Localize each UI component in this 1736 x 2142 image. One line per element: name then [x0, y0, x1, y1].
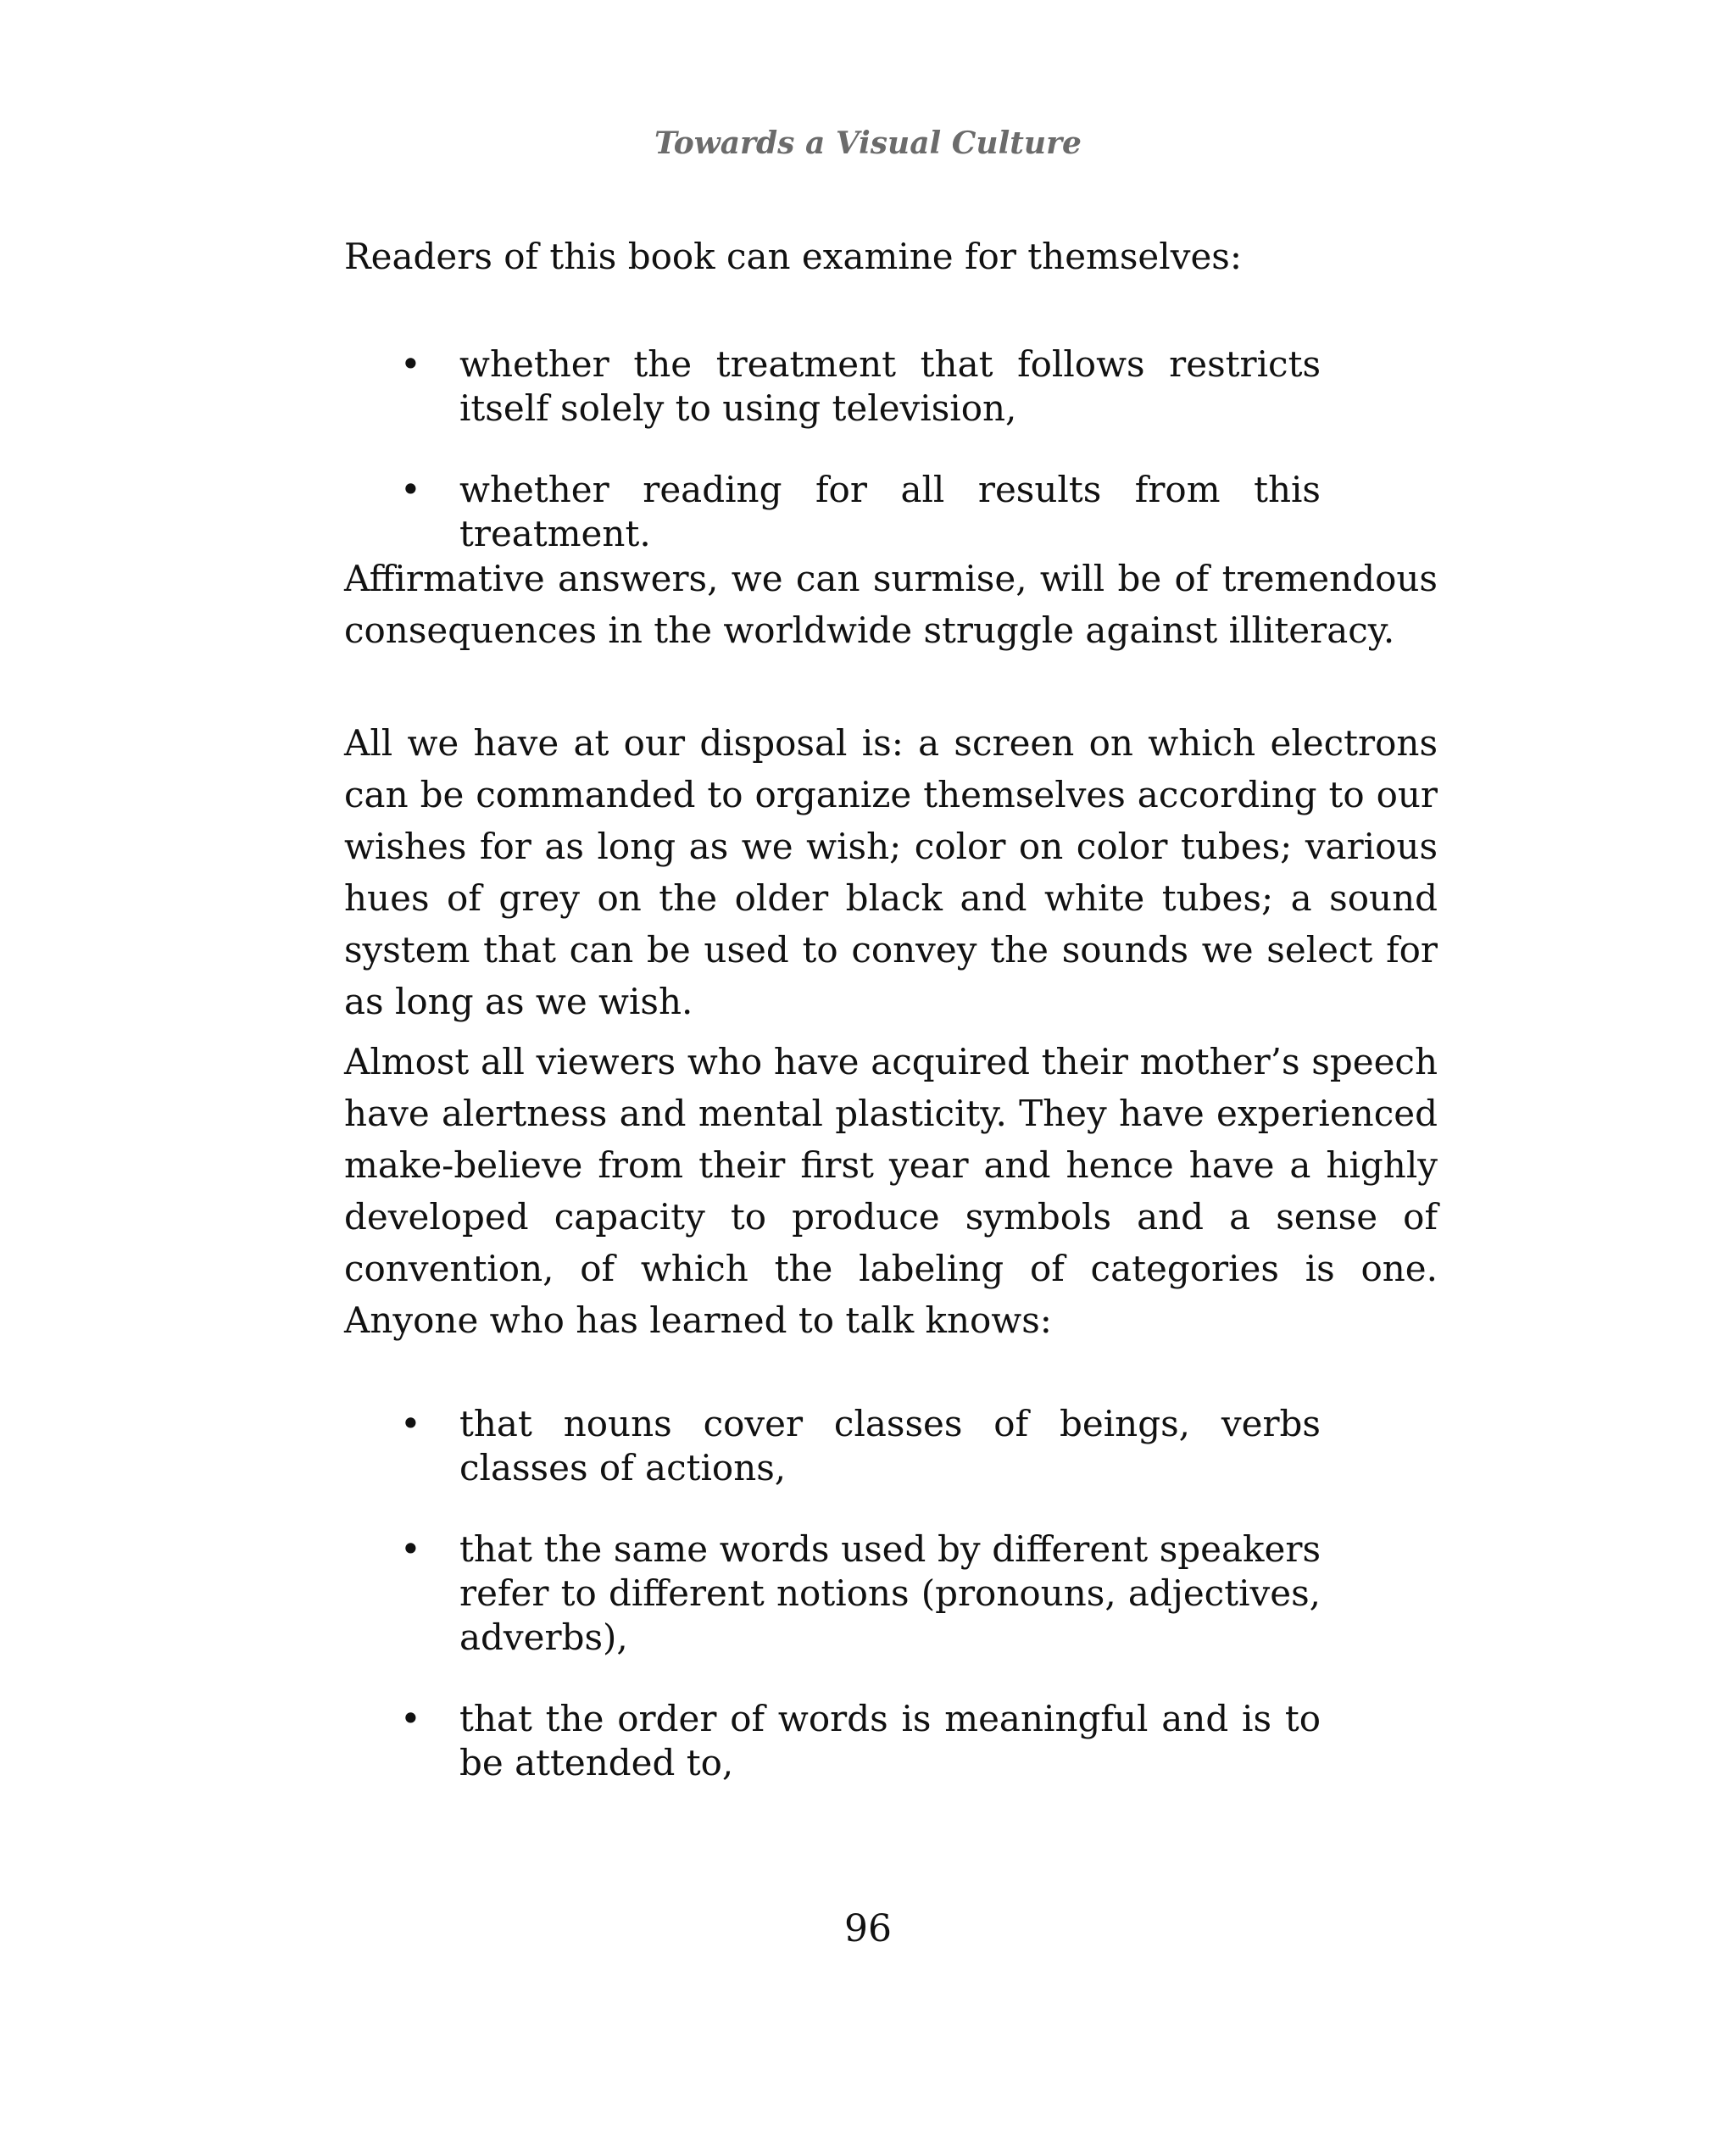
bullet-marker: •	[400, 1528, 421, 1570]
bullet-marker: •	[400, 1403, 421, 1444]
list-item: whether the treatment that follows restricts itself solely to using television,	[459, 343, 1321, 429]
intro-paragraph: Readers of this book can examine for themselves:	[344, 236, 1243, 277]
list-item: that the same words used by different speakers refer to different notions (pronouns, adjectives, adverbs),	[459, 1528, 1321, 1658]
list-item: that the order of words is meaningful and is to be attended to,	[459, 1698, 1321, 1783]
bullet-marker: •	[400, 469, 421, 510]
bullet-marker: •	[400, 343, 421, 385]
page-number: 96	[844, 1907, 892, 1950]
list-item: whether reading for all results from this treatment.	[459, 469, 1321, 554]
list-item: that nouns cover classes of beings, verbs classes of actions,	[459, 1403, 1321, 1488]
running-header: Towards a Visual Culture	[654, 125, 1082, 161]
paragraph-affirmative: Affirmative answers, we can surmise, will be of tremendous consequences in the worldwide struggle against illiteracy.	[344, 558, 1438, 651]
bullet-marker: •	[400, 1698, 421, 1739]
paragraph-disposal: All we have at our disposal is: a screen on which electrons can be commanded to organize themselves according to our wishes for as long as we wish; color on color tubes; various hues of grey on the older black and white tubes; a sound system that can be used to convey the sounds we select for as long as we wish.	[344, 722, 1438, 1022]
paragraph-viewers: Almost all viewers who have acquired their mother’s speech have alertness and mental plasticity. They have experienced make-believe from their first year and hence have a highly developed capacity to produce symbols and a sense of convention, of which the labeling of categories is one. Anyone who has learned to talk knows:	[344, 1041, 1438, 1341]
